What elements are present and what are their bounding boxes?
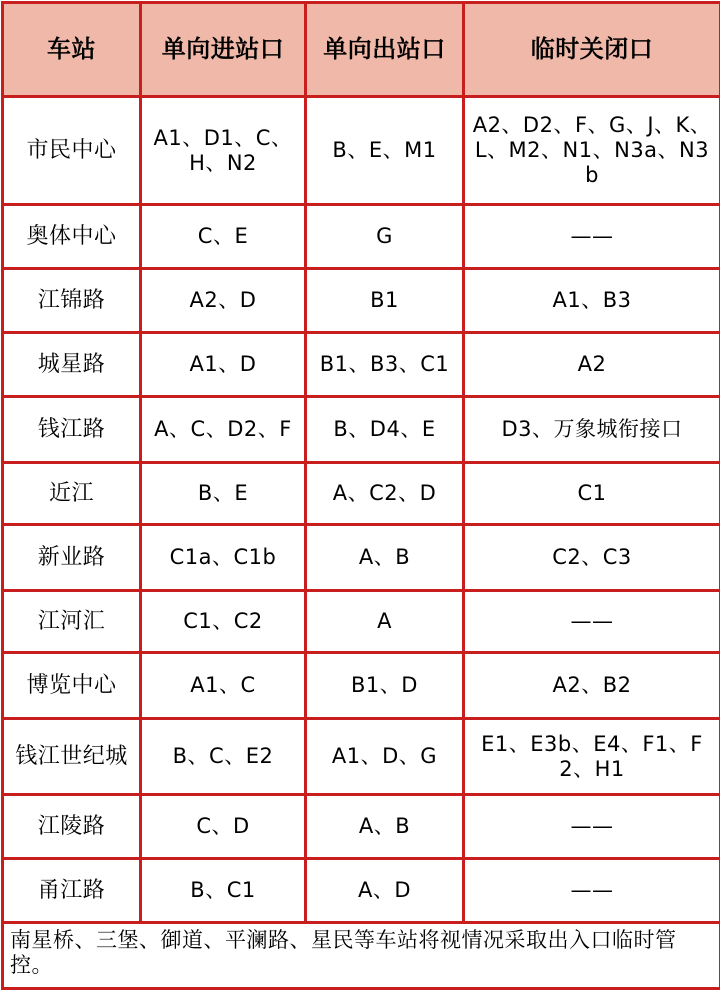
exit-cell: B1、D xyxy=(306,653,464,719)
station-name: 城星路 xyxy=(3,333,141,397)
closed-cell: —— xyxy=(464,795,720,859)
table-row xyxy=(3,269,720,333)
station-name: 近江 xyxy=(3,463,141,525)
table-row xyxy=(3,525,720,591)
entry-cell: A1、D1、C、H、N2 xyxy=(141,97,306,205)
table-row xyxy=(3,795,720,859)
closed-cell: A1、B3 xyxy=(464,269,720,333)
entry-cell: B、C1 xyxy=(141,859,306,923)
station-name: 市民中心 xyxy=(3,97,141,205)
exit-cell: B1 xyxy=(306,269,464,333)
closed-cell: A2、D2、F、G、J、K、L、M2、N1、N3a、N3b xyxy=(464,97,720,205)
station-name: 奥体中心 xyxy=(3,205,141,269)
footer-row xyxy=(3,923,720,989)
table-row xyxy=(3,333,720,397)
exit-cell: B、D4、E xyxy=(306,397,464,463)
entry-cell: B、C、E2 xyxy=(141,719,306,795)
table-row xyxy=(3,397,720,463)
entry-cell: C、E xyxy=(141,205,306,269)
table-row xyxy=(3,97,720,205)
exit-cell: B、E、M1 xyxy=(306,97,464,205)
table-header-row xyxy=(3,3,720,97)
entry-cell: C1a、C1b xyxy=(141,525,306,591)
table-row xyxy=(3,719,720,795)
exit-cell: A、C2、D xyxy=(306,463,464,525)
footer-note: 南星桥、三堡、御道、平澜路、星民等车站将视情况采取出入口临时管控。 xyxy=(3,923,720,989)
closed-cell: D3、万象城衔接口 xyxy=(464,397,720,463)
closed-cell: C2、C3 xyxy=(464,525,720,591)
station-name: 新业路 xyxy=(3,525,141,591)
entry-cell: C、D xyxy=(141,795,306,859)
exit-cell: B1、B3、C1 xyxy=(306,333,464,397)
header-temp-closed: 临时关闭口 xyxy=(464,3,720,97)
entry-cell: A1、D xyxy=(141,333,306,397)
closed-cell: C1 xyxy=(464,463,720,525)
header-station: 车站 xyxy=(3,3,141,97)
entry-cell: A2、D xyxy=(141,269,306,333)
station-name: 甬江路 xyxy=(3,859,141,923)
closed-cell: A2 xyxy=(464,333,720,397)
closed-cell: —— xyxy=(464,205,720,269)
entry-cell: B、E xyxy=(141,463,306,525)
station-name: 江河汇 xyxy=(3,591,141,653)
closed-cell: A2、B2 xyxy=(464,653,720,719)
station-name: 博览中心 xyxy=(3,653,141,719)
station-entrance-table xyxy=(1,1,720,990)
header-one-way-entry: 单向进站口 xyxy=(141,3,306,97)
station-name: 江陵路 xyxy=(3,795,141,859)
entry-cell: C1、C2 xyxy=(141,591,306,653)
station-name: 钱江世纪城 xyxy=(3,719,141,795)
exit-cell: A、D xyxy=(306,859,464,923)
exit-cell: G xyxy=(306,205,464,269)
table-row xyxy=(3,653,720,719)
exit-cell: A xyxy=(306,591,464,653)
table-row xyxy=(3,859,720,923)
table-row xyxy=(3,591,720,653)
table-row xyxy=(3,205,720,269)
table-row xyxy=(3,463,720,525)
closed-cell: —— xyxy=(464,859,720,923)
station-entrance-notice xyxy=(0,1,720,983)
header-one-way-exit: 单向出站口 xyxy=(306,3,464,97)
exit-cell: A1、D、G xyxy=(306,719,464,795)
closed-cell: —— xyxy=(464,591,720,653)
exit-cell: A、B xyxy=(306,525,464,591)
entry-cell: A、C、D2、F xyxy=(141,397,306,463)
exit-cell: A、B xyxy=(306,795,464,859)
station-name: 钱江路 xyxy=(3,397,141,463)
station-name: 江锦路 xyxy=(3,269,141,333)
closed-cell: E1、E3b、E4、F1、F2、H1 xyxy=(464,719,720,795)
entry-cell: A1、C xyxy=(141,653,306,719)
